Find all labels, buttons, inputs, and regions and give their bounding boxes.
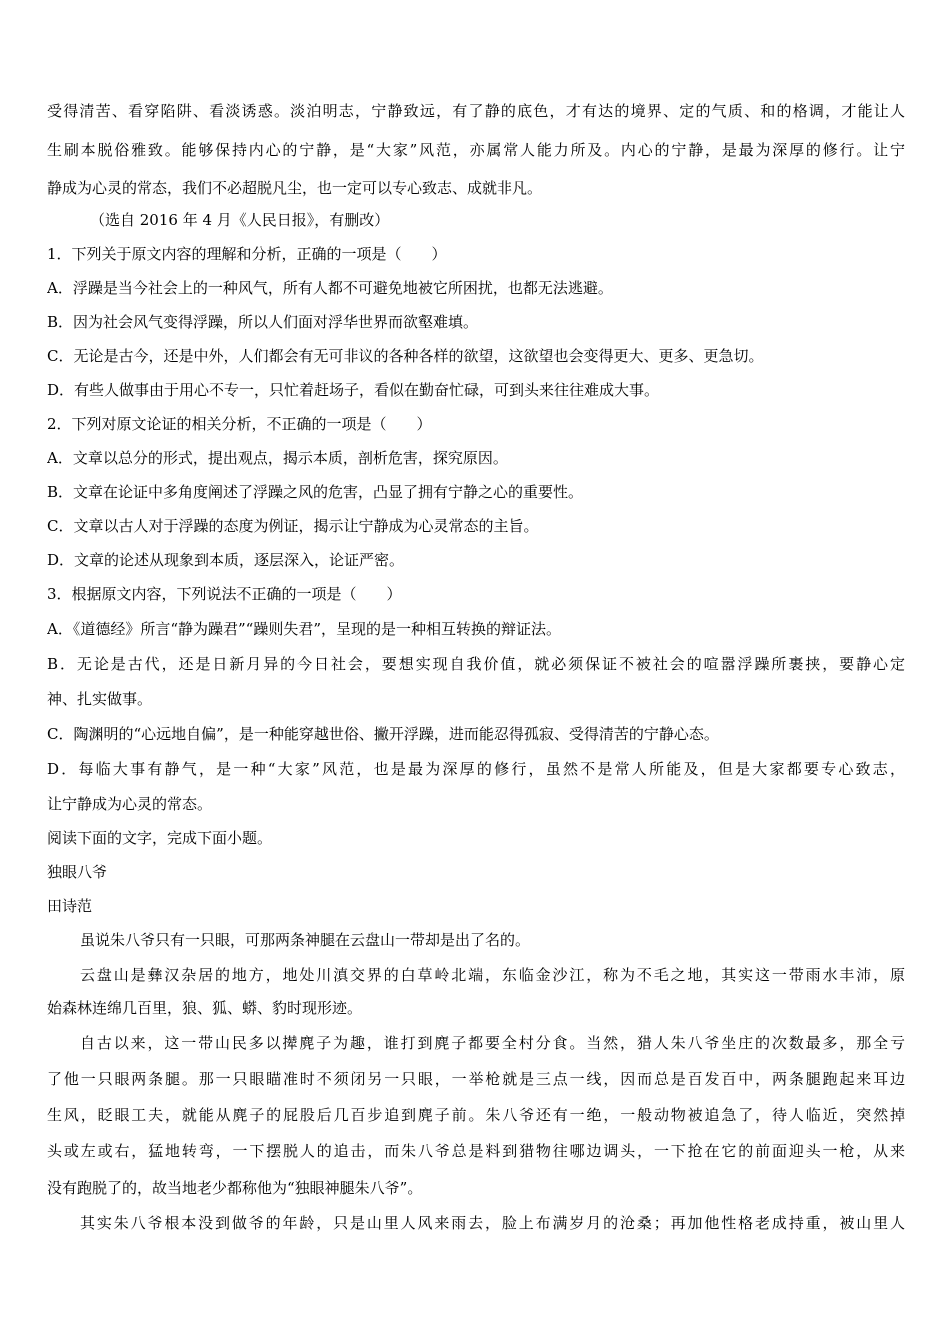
question-3-option-d-cont: 让宁静成为心灵的常态。 [47,795,213,813]
question-3-option-b-cont: 神、扎实做事。 [47,690,153,708]
story-paragraph-cont: 了他一只眼两条腿。那一只眼瞄准时不须闭另一只眼，一举枪就是三点一线，因而总是百发百中，两条腿跑起来耳边 [47,1070,905,1088]
question-3-option-a: A．《道德经》所言“静为躁君”“躁则失君”，呈现的是一种相互转换的辩证法。 [47,620,562,638]
question-3-option-b: B．无论是古代，还是日新月异的今日社会，要想实现自我价值，就必须保证不被社会的喧嚣浮躁所裹挟，要静心定 [47,655,905,673]
passage-line: 受得清苦、看穿陷阱、看淡诱惑。淡泊明志，宁静致远，有了静的底色，才有达的境界、定的气质、和的格调，才能让人 [47,102,905,120]
story-title: 独眼八爷 [47,863,108,881]
question-3-stem: 3．根据原文内容，下列说法不正确的一项是（ ） [47,585,402,603]
question-1-option-a: A．浮躁是当今社会上的一种风气，所有人都不可避免地被它所困扰，也都无法逃避。 [47,279,613,297]
story-paragraph: 云盘山是彝汉杂居的地方，地处川滇交界的白草岭北端，东临金沙江，称为不毛之地，其实这一带雨水丰沛，原 [80,966,905,984]
story-paragraph: 虽说朱八爷只有一只眼，可那两条神腿在云盘山一带却是出了名的。 [80,931,531,949]
passage-line: 静成为心灵的常态，我们不必超脱凡尘，也一定可以专心致志、成就非凡。 [47,179,543,197]
story-paragraph-cont: 始森林连绵几百里，狼、狐、蟒、豹时现形迹。 [47,999,363,1017]
reading-instruction: 阅读下面的文字，完成下面小题。 [47,829,273,847]
story-paragraph: 其实朱八爷根本没到做爷的年龄，只是山里人风来雨去，脸上布满岁月的沧桑；再加他性格老成持重，被山里人 [80,1214,905,1232]
passage-source: （选自 2016 年 4 月《人民日报》，有删改） [90,211,390,229]
question-1-stem: 1．下列关于原文内容的理解和分析，正确的一项是（ ） [47,245,447,263]
question-3-option-c: C．陶渊明的“心远地自偏”，是一种能穿越世俗、撇开浮躁，进而能忍得孤寂、受得清苦的宁静心态。 [47,725,719,743]
question-3-option-d: D．每临大事有静气，是一种“大家”风范，也是最为深厚的修行，虽然不是常人所能及，但是大家都要专心致志， [47,760,905,778]
question-1-option-d: D．有些人做事由于用心不专一，只忙着赶场子，看似在勤奋忙碌，可到头来往往难成大事。 [47,381,660,399]
question-2-option-a: A．文章以总分的形式，提出观点，揭示本质，剖析危害，探究原因。 [47,449,508,467]
question-2-stem: 2．下列对原文论证的相关分析，不正确的一项是（ ） [47,415,432,433]
question-2-option-b: B．文章在论证中多角度阐述了浮躁之风的危害，凸显了拥有宁静之心的重要性。 [47,483,584,501]
story-paragraph-cont: 头或左或右，猛地转弯，一下摆脱人的追击，而朱八爷总是料到猎物往哪边调头，一下抢在它的前面迎头一枪，从来 [47,1142,905,1160]
story-paragraph: 自古以来，这一带山民多以撵麂子为趣，谁打到麂子都要全村分食。当然，猎人朱八爷坐庄的次数最多，那全亏 [80,1034,905,1052]
passage-line: 生刷本脱俗雅致。能够保持内心的宁静，是“大家”风范，亦属常人能力所及。内心的宁静，是最为深厚的修行。让宁 [47,141,905,159]
question-2-option-d: D．文章的论述从现象到本质，逐层深入，论证严密。 [47,551,405,569]
story-author: 田诗范 [47,897,93,915]
story-paragraph-cont: 生风，眨眼工夫，就能从麂子的屁股后几百步追到麂子前。朱八爷还有一绝，一般动物被追急了，待人临近，突然掉 [47,1106,905,1124]
question-1-option-c: C．无论是古今，还是中外，人们都会有无可非议的各种各样的欲望，这欲望也会变得更大、更多、更急切。 [47,347,764,365]
question-1-option-b: B．因为社会风气变得浮躁，所以人们面对浮华世界而欲壑难填。 [47,313,479,331]
question-2-option-c: C．文章以古人对于浮躁的态度为例证，揭示让宁静成为心灵常态的主旨。 [47,517,539,535]
story-paragraph-cont: 没有跑脱了的，故当地老少都称他为“独眼神腿朱八爷”。 [47,1179,423,1197]
